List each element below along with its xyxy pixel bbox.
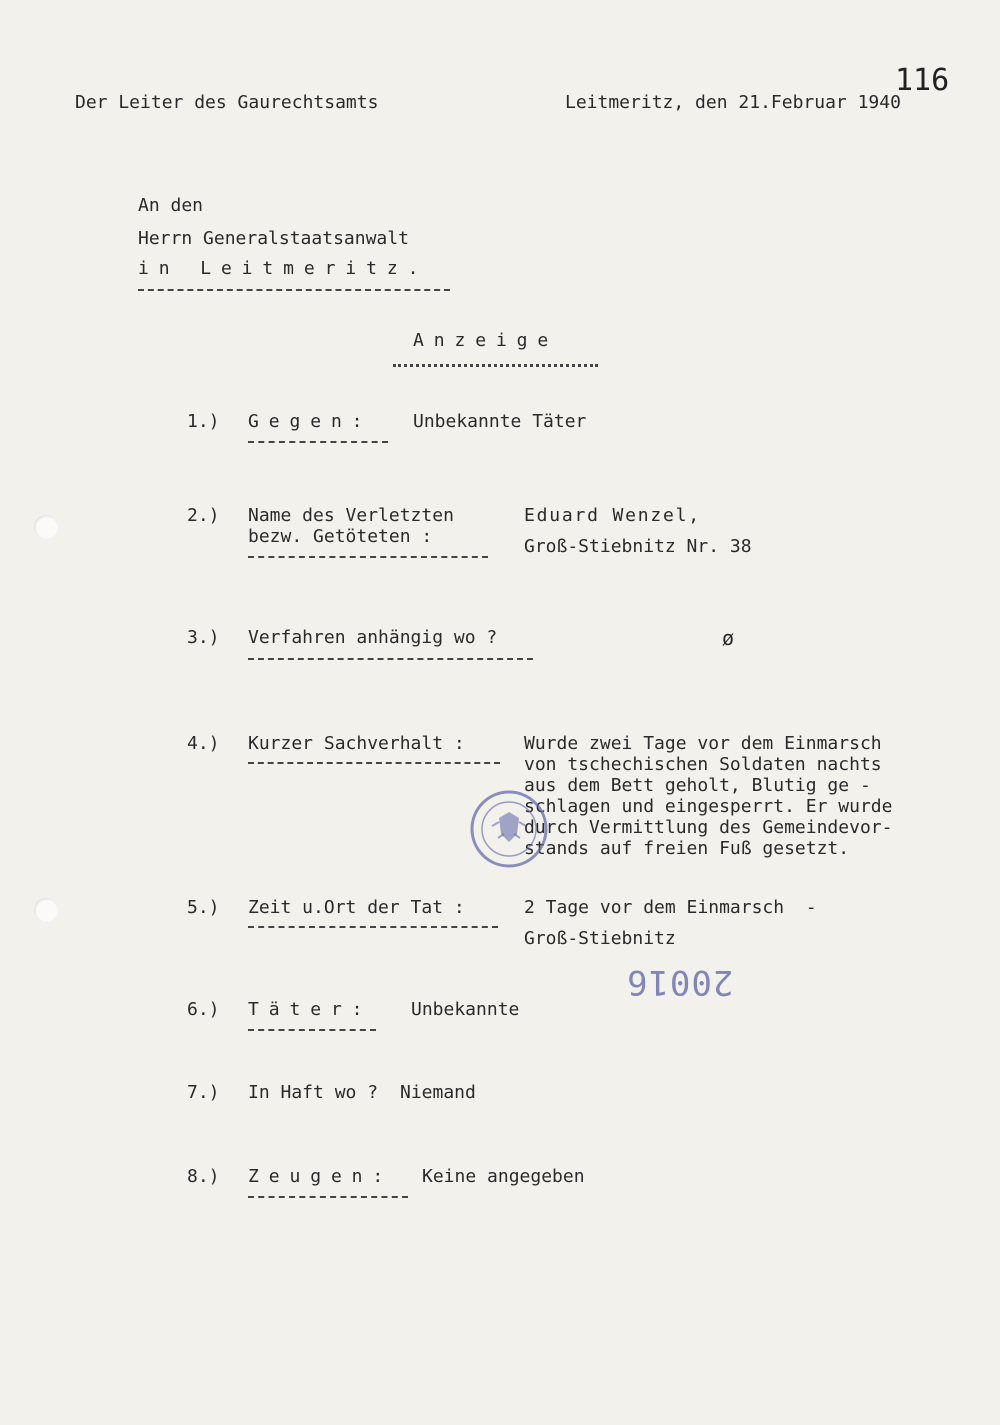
official-stamp-seal bbox=[468, 788, 550, 870]
recipient-line-3: in Leitmeritz. bbox=[138, 258, 429, 279]
item-1-number: 1.) bbox=[187, 411, 220, 432]
item-2-label-line-2: bezw. Getöteten : bbox=[248, 526, 433, 547]
item-2-label-line-1: Name des Verletzten bbox=[248, 505, 454, 526]
item-4-underline bbox=[248, 762, 500, 764]
punch-hole-bottom bbox=[34, 898, 58, 922]
item-3-label: Verfahren anhängig wo ? bbox=[248, 627, 498, 648]
item-8-underline bbox=[248, 1196, 408, 1198]
item-2-value-line-2: Groß-Stiebnitz Nr. 38 bbox=[524, 536, 752, 557]
item-4-value-line-1: Wurde zwei Tage vor dem Einmarsch bbox=[524, 733, 882, 754]
item-4-value-line-5: durch Vermittlung des Gemeindevor- bbox=[524, 817, 893, 838]
item-4-value-line-6: stands auf freien Fuß gesetzt. bbox=[524, 838, 850, 859]
item-3-number: 3.) bbox=[187, 627, 220, 648]
item-5-number: 5.) bbox=[187, 897, 220, 918]
item-4-value-line-4: schlagen und eingesperrt. Er wurde bbox=[524, 796, 893, 817]
recipient-line-2: Herrn Generalstaatsanwalt bbox=[138, 228, 409, 249]
item-3-underline bbox=[248, 658, 533, 660]
item-8-value: Keine angegeben bbox=[422, 1166, 585, 1187]
registry-stamp-number: 20016 bbox=[626, 962, 734, 1002]
item-7-value: Niemand bbox=[400, 1082, 476, 1103]
item-4-label: Kurzer Sachverhalt : bbox=[248, 733, 465, 754]
item-5-value-line-1: 2 Tage vor dem Einmarsch - bbox=[524, 897, 817, 918]
item-4-number: 4.) bbox=[187, 733, 220, 754]
item-5-value-line-2: Groß-Stiebnitz bbox=[524, 928, 676, 949]
title-dotted-underline bbox=[393, 364, 598, 367]
item-1-value: Unbekannte Täter bbox=[413, 411, 587, 432]
item-7-label: In Haft wo ? bbox=[248, 1082, 379, 1103]
item-2-number: 2.) bbox=[187, 505, 220, 526]
item-7-number: 7.) bbox=[187, 1082, 220, 1103]
document-title: Anzeige bbox=[413, 330, 559, 351]
item-5-underline bbox=[248, 926, 498, 928]
item-8-label: Zeugen: bbox=[248, 1166, 394, 1187]
item-4-value-line-3: aus dem Bett geholt, Blutig ge - bbox=[524, 775, 871, 796]
item-3-value: ø bbox=[722, 626, 735, 650]
item-5-label: Zeit u.Ort der Tat : bbox=[248, 897, 465, 918]
recipient-line-1: An den bbox=[138, 195, 204, 216]
item-2-underline bbox=[248, 556, 488, 558]
item-2-value-line-1: Eduard Wenzel, bbox=[524, 505, 701, 526]
item-6-underline bbox=[248, 1029, 376, 1031]
item-8-number: 8.) bbox=[187, 1166, 220, 1187]
sender-line: Der Leiter des Gaurechtsamts bbox=[75, 92, 379, 113]
item-1-underline bbox=[248, 441, 388, 443]
item-6-number: 6.) bbox=[187, 999, 220, 1020]
place-date-line: Leitmeritz, den 21.Februar 1940 bbox=[565, 92, 901, 113]
recipient-underline bbox=[138, 289, 450, 291]
item-6-value: Unbekannte bbox=[411, 999, 520, 1020]
item-4-value-line-2: von tschechischen Soldaten nachts bbox=[524, 754, 882, 775]
item-6-label: Täter: bbox=[248, 999, 373, 1020]
item-1-label: Gegen: bbox=[248, 411, 373, 432]
folio-number: 116 bbox=[895, 63, 950, 98]
punch-hole-top bbox=[34, 515, 58, 539]
